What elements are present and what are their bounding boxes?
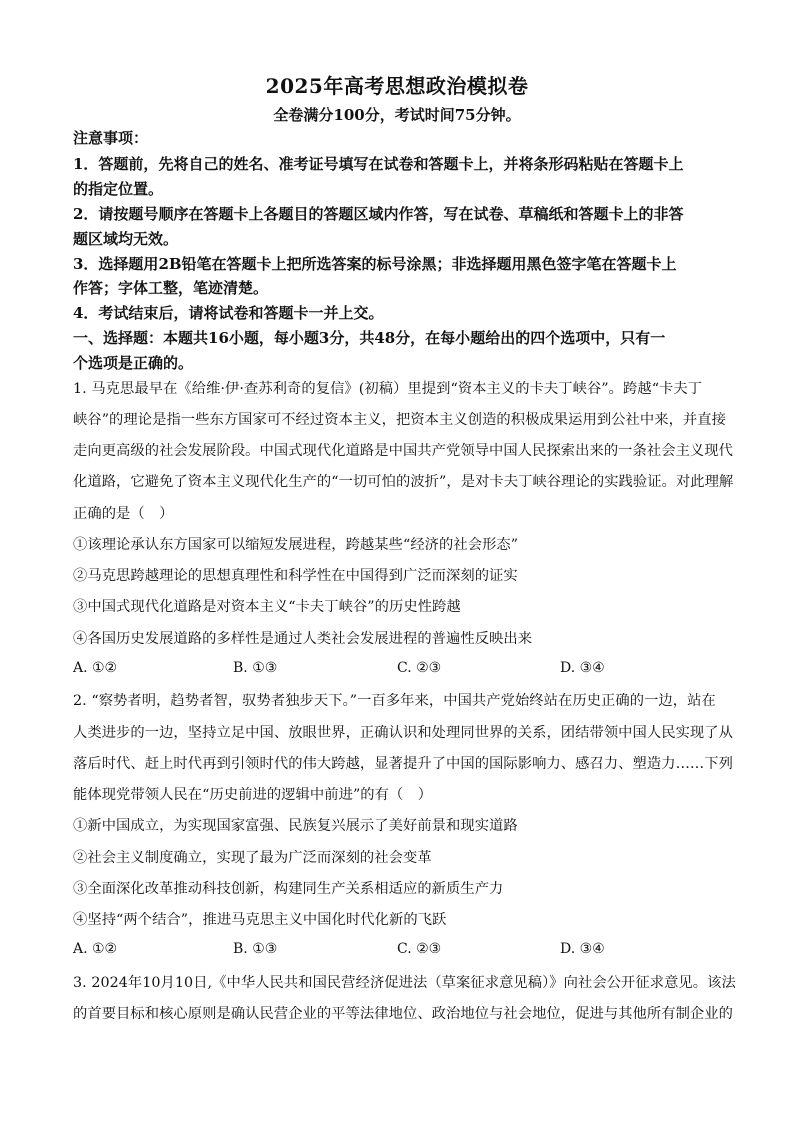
exam-subtitle: 全卷满分100分，考试时间75分钟。 [273,106,521,124]
notice-line: 2．请按题号顺序在答题卡上各题目的答题区域内作答，写在试卷、草稿纸和答题卡上的非答 [73,205,684,223]
notice-line: 作答；字体工整，笔迹清楚。 [73,279,269,297]
q3-stem-line: 3. 2024年10月10日,《中华人民共和国民营经济促进法（草案征求意见稿）》向社会公开征求意见。该法 [73,975,736,991]
q2-option-b[interactable]: B. ①③ [233,941,278,957]
q1-item: ③中国式现代化道路是对资本主义“卡夫丁峡谷”的历史性跨越 [73,599,461,615]
notice-line: 1．答题前，先将自己的姓名、准考证号填写在试卷和答题卡上，并将条形码粘贴在答题卡上 [73,155,684,173]
q1-item: ②马克思跨越理论的思想真理性和科学性在中国得到广泛而深刻的证实 [73,568,518,584]
notice-heading: 注意事项： [73,129,149,147]
q2-options [73,941,725,961]
q2-option-c[interactable]: C. ②③ [397,941,442,957]
notice-line: 的指定位置。 [73,180,164,198]
q2-stem-line: 能体现党带领人民在“历史前进的逻辑中前进”的有（ ） [73,787,433,803]
q1-options [73,660,725,680]
q2-option-a[interactable]: A. ①② [73,941,118,957]
q3-stem-line: 的首要目标和核心原则是确认民营企业的平等法律地位、政治地位与社会地位，促进与其他所有制企业的 [73,1006,733,1022]
q2-stem-line: 落后时代、赶上时代再到引领时代的伟大跨越，显著提升了中国的国际影响力、感召力、塑造力……下列 [73,756,733,772]
exam-title: 2025年高考思想政治模拟卷 [265,74,529,98]
section-heading-line: 个选项是正确的。 [73,354,194,372]
q1-option-b[interactable]: B. ①③ [233,660,278,676]
q1-option-d[interactable]: D. ③④ [560,660,605,676]
q1-stem-line: 1. 马克思最早在《给维·伊·查苏利奇的复信》(初稿）里提到“资本主义的卡夫丁峡谷”。跨越“卡夫丁 [73,381,703,397]
q2-option-d[interactable]: D. ③④ [560,941,605,957]
section-heading-line: 一、选择题：本题共16小题，每小题3分，共48分，在每小题给出的四个选项中，只有一 [73,329,666,347]
q1-item: ④各国历史发展道路的多样性是通过人类社会发展进程的普遍性反映出来 [73,631,533,647]
q1-stem-line: 走向更高级的社会发展阶段。中国式现代化道路是中国共产党领导中国人民探索出来的一条社会主义现代 [73,443,733,459]
q1-option-a[interactable]: A. ①② [73,660,118,676]
q1-stem-line: 峡谷”的理论是指一些东方国家可不经过资本主义，把资本主义创造的积极成果运用到公社中来，并直接 [73,412,726,428]
q1-option-c[interactable]: C. ②③ [397,660,442,676]
notice-line: 3．选择题用2B铅笔在答题卡上把所选答案的标号涂黑；非选择题用黑色签字笔在答题卡上 [73,255,677,273]
q2-stem-line: 人类进步的一边，坚持立足中国、放眼世界，正确认识和处理同世界的关系，团结带领中国人民实现了从 [73,725,733,741]
q1-item: ①该理论承认东方国家可以缩短发展进程，跨越某些“经济的社会形态” [73,537,519,553]
notice-line: 4．考试结束后，请将试卷和答题卡一并上交。 [73,304,384,322]
q1-stem-line: 正确的是（ ） [73,506,174,522]
q2-item: ①新中国成立，为实现国家富强、民族复兴展示了美好前景和现实道路 [73,818,518,834]
q2-item: ③全面深化改革推动科技创新，构建同生产关系相适应的新质生产力 [73,881,504,897]
notice-line: 题区域均无效。 [73,230,179,248]
q1-stem-line: 化道路，它避免了资本主义现代化生产的“一切可怕的波折”，是对卡夫丁峡谷理论的实践验证。对此理解 [73,474,734,490]
q2-item: ④坚持“两个结合”，推进马克思主义中国化时代化新的飞跃 [73,912,447,928]
q2-item: ②社会主义制度确立，实现了最为广泛而深刻的社会变革 [73,850,432,866]
q2-stem-line: 2. “察势者明，趋势者智，驭势者独步天下。”一百多年来，中国共产党始终站在历史正确的一边，站在 [73,693,716,709]
